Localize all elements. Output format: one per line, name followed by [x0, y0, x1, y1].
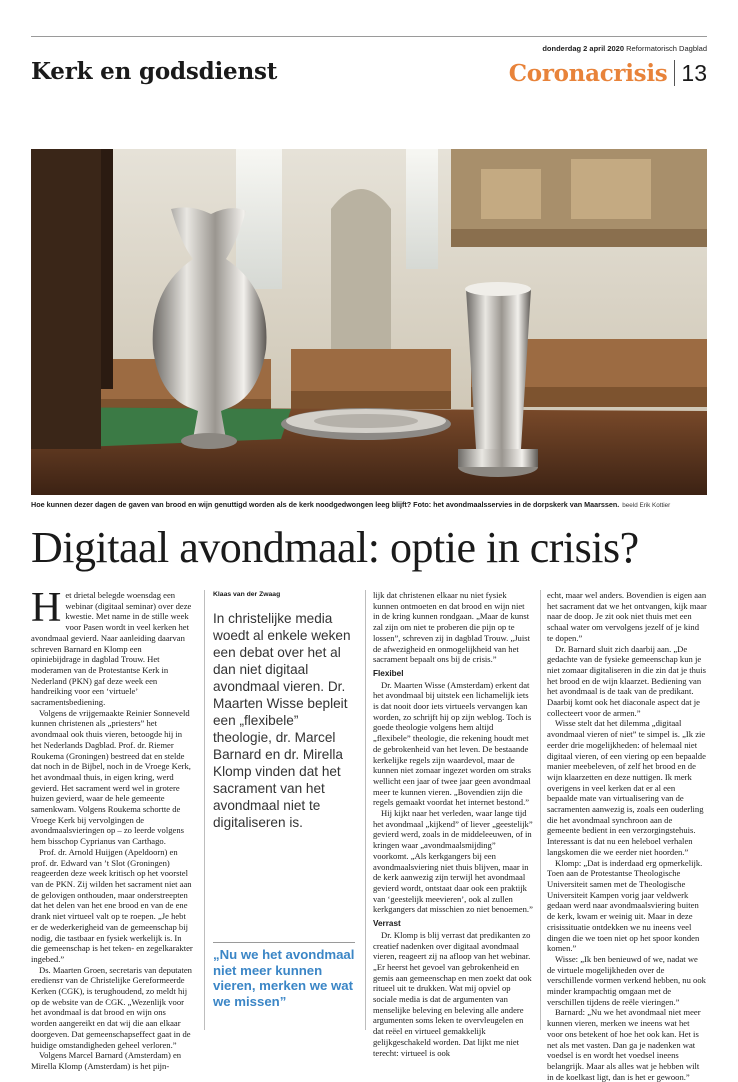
paragraph: Barnard: „Nu we het avondmaal niet meer kunnen vieren, merken we ineens wat het voor ons betekent of hoe het ook kan. Het is net als met vasten. Dan ga je nadenken wat voedsel is en wordt het voedsel ineens belangrijk. Maar als alles wat je hebben wilt in de koelkast ligt, dan is het er gewoon.” — [547, 1007, 701, 1082]
photo-caption — [31, 500, 707, 511]
paragraph: lijk dat christenen elkaar nu niet fysiek kunnen ontmoeten en dat brood en wijn niet in de kring kunnen rondgaan. „Maar de kunst zal zijn om niet te proberen die pijn op te lossen”, schreven zij in dagblad Trouw. „Juist de afwezigheid en onmogelijkheid van het sacrament bepaalt ons bij de crisis.” — [373, 590, 530, 665]
paragraph: Prof. dr. Arnold Huijgen (Apeldoorn) en prof. dr. Edward van ’t Slot (Groningen) reageerden deze week kritisch op het voorstel van de PKN. Zij wilden het sacrament niet aan de gelovigen onthouden, maar onderstreepten dat het delen van het ene brood en van de ene drank niet virtueel valt op te roepen. „Je hebt er de wederkerigheid van de gemeenschap bij nodig, die tastbaar en fysiek werkelijk is. In die gemeenschap is het teken- en zegelkarakter ingebed.” — [31, 846, 193, 964]
section-title: Kerk en godsdienst — [31, 58, 278, 85]
column-divider — [204, 590, 205, 1030]
paragraph: Ds. Maarten Groen, secretaris van deputaten erediensт van de Christelijke Gereformeerde Kerken (CGK), is terughoudend, zo meldt hij op de website van de CGK. „Wezenlijk voor het avondmaal is dat brood en wijn ons worden aangereikt en dat wij die aan elkaar doorgeven. Dat gemeenschapseffect gaat in de huidige omstandigheden geheel verloren.” — [31, 964, 192, 1050]
issue-date: donderdag 2 april 2020 — [542, 44, 625, 53]
article-column-3 — [373, 590, 533, 1058]
newspaper-name: Reformatorisch Dagblad — [626, 44, 707, 53]
paragraph: Hij kijkt naar het verleden, waar lange tijd het avondmaal „kijkend” of liever „geestelijk” gevierd werd, zoals in de middeleeuwen, of in kringen waar „avondmaalsmijding” voorkomt. „Als kerkgangers bij een avondmaalsviering niet thuis blijven, maar in de kerk aanwezig zijn terwijl het avondmaal gevierd wordt, ontstaat daar ook een praktijk van ‘geestelijk meevieren’, ook al zullen kerkgangers dat misschien zo niet benoemen.” — [373, 808, 533, 915]
column-divider — [540, 590, 541, 1030]
column-divider — [365, 590, 366, 1030]
paragraph: echt, maar wel anders. Bovendien is eigen aan het sacrament dat we het ontvangen, kijk maar naar de doop. Je zit ook niet thuis met een schaal water om vervolgens jezelf of je kind te dopen.” — [547, 590, 707, 643]
article-column-1 — [31, 585, 193, 1071]
drop-cap: H — [31, 585, 62, 631]
caption-text: Hoe kunnen dezer dagen de gaven van brood en wijn genuttigd worden als de kerk noodgedwongen leeg blijft? Foto: het avondmaalsservies in de dorpskerk van Maarssen. — [31, 500, 620, 509]
header-divider — [674, 60, 675, 86]
paragraph: Volgens de vrijgemaakte Reinier Sonneveld kunnen christenen als „priesters” het avondmaal ook thuis vieren, betoogde hij in het Nederlands Dagblad. Prof. dr. Riemer Roukema (Groningen) bestreed dat en stelde dat noch in de Bijbel, noch in de Vroege Kerk, het avondmaal thuis, in eigen kring, werd gevierd. Het sacrament werd wel in grotere huizen gevierd, waar de hele gemeente samenkwam. Volgens Roukema schortte de Vroege Kerk bij vervolgingen de avondmaalsvieringen op – zo leerde volgens hem bisschop Cyprianus van Carthago. — [31, 707, 191, 847]
photo-credit: beeld Erik Kottier — [622, 502, 671, 509]
paragraph: Klomp: „Dat is inderdaad erg opmerkelijk. Toen aan de Protestantse Theologische Universiteit samen met de Theologische Universiteit Kampen vorig jaar veldwerk gedaan werd naar avondmaalsviering buiten de kerk, kwam er weinig uit. Maar in deze crisissituatie ontdekken we nu ineens veel dingen die we toen niet op het spoor konden komen.” — [547, 857, 703, 954]
page-header-right — [509, 58, 707, 88]
page-number: 13 — [681, 59, 707, 86]
paragraph: Dr. Barnard sluit zich daarbij aan. „De gedachte van de fysieke gemeenschap kun je niet zomaar digitaliseren in die zin dat je thuis het brood en de wijn klaarzet. Bediening van het avondmaal is de taak van de predikant. Daarbij komt ook het diaconale aspect dat je collecteert voor de armen.” — [547, 643, 706, 718]
paragraph: Wisse: „Ik ben benieuwd of we, nadat we de virtuele mogelijkheden over de verschillende vormen verkend hebben, nu ook minder krampachtig omgaan met de verschillen tijdens de reële vieringen.” — [547, 953, 706, 1007]
article-column-4 — [547, 590, 707, 1082]
paragraph: Wisse stelt dat het dilemma „digitaal avondmaal vieren of niet” te simpel is. „Ik zie eerder drie mogelijkheden: of helemaal niet digitaal vieren, of een viering op een bepaalde manier meebeleven, of zelf het brood en de wijn klaarzetten en deze nuttigen. Ik merk overigens in veel kerken dat er al een bepaalde mate van virtualisering van de sacramenten aanwezig is, zoals een ouderling die het avondmaal synchroon aan de gemeente bedient in een verzorgingstehuis. Interessant is dat nu een heleboel verhalen langskomen die we eerder niet hoorden.” — [547, 718, 706, 857]
byline: Klaas van der Zwaag — [213, 591, 281, 598]
article-intro: In christelijke media woedt al enkele weken een debat over het al dan niet digitaal avondmaal vieren. Dr. Maarten Wisse bepleit een „flexibele” theologie, dr. Marcel Barnard en dr. Mirella Klomp vinden dat het sacrament van het avondmaal niet te digitaliseren is. — [213, 610, 351, 830]
quote-rule — [213, 942, 355, 943]
dateline — [542, 44, 707, 53]
paragraph: et drietal belegde woensdag een webinar (digitaal seminar) over deze kwestie. Met name in de stille week voor Pasen wordt in veel kerken het avondmaal gevierd. Naar aanleiding daarvan schreven Barnard en Klomp een opiniebijdrage in dagblad Trouw. Het moderamen van de Protestantse Kerk in Nederland (PKN) gaf deze week een handreiking voor een ‘virtuele’ sacramentsbediening. — [31, 590, 192, 708]
subheading-verrast: Verrast — [373, 919, 401, 929]
article-headline: Digitaal avondmaal: optie in crisis? — [31, 523, 639, 572]
pull-quote: „Nu we het avondmaal niet meer kunnen vieren, merken we wat we missen” — [213, 947, 355, 1009]
paragraph: Dr. Maarten Wisse (Amsterdam) erkent dat het avondmaal bij uitstek een lichamelijk iets is dat nooit door iets virtueels vervangen kan worden, zo schrijft hij op zijn weblog. Toch is goede theologie volgens hem altijd „flexibele” theologie, die rekening houdt met de gebrokenheid van het leven. De bestaande kerkelijke regels zijn waardevol, maar de kunnen niet zomaar ingezet worden om straks wellicht een jaar of twee jaar geen avondmaal meer te kunnen vieren. „Bovendien zijn die regels gemaakt voordat het internet bestond.” — [373, 679, 532, 808]
top-rule — [31, 36, 707, 37]
topic-label: Coronacrisis — [508, 59, 668, 87]
paragraph: Dr. Klomp is blij verrast dat predikanten zo creatief nadenken over digitaal avondmaal vieren, reageert zij na afloop van het webinar. „Er heerst het gevoel van gebrokenheid en gemis aan gemeenschap en men zoekt dat ook ritueel uit te drukken. Wat mij opviel op sociale media is dat de argumenten van menselijke beleving en beleving alle andere argumenten soms leken te overvleugelen en dat reëel en virtueel gemakkelijk gelijkgeschakeld worden. Dat lijkt me niet terecht: virtueel is ook — [373, 929, 532, 1058]
subheading-flexibel: Flexibel — [373, 668, 404, 678]
paragraph: Volgens Marcel Barnard (Amsterdam) en Mirella Klomp (Amsterdam) is het pijn- — [31, 1050, 182, 1071]
article-photo — [31, 149, 707, 495]
